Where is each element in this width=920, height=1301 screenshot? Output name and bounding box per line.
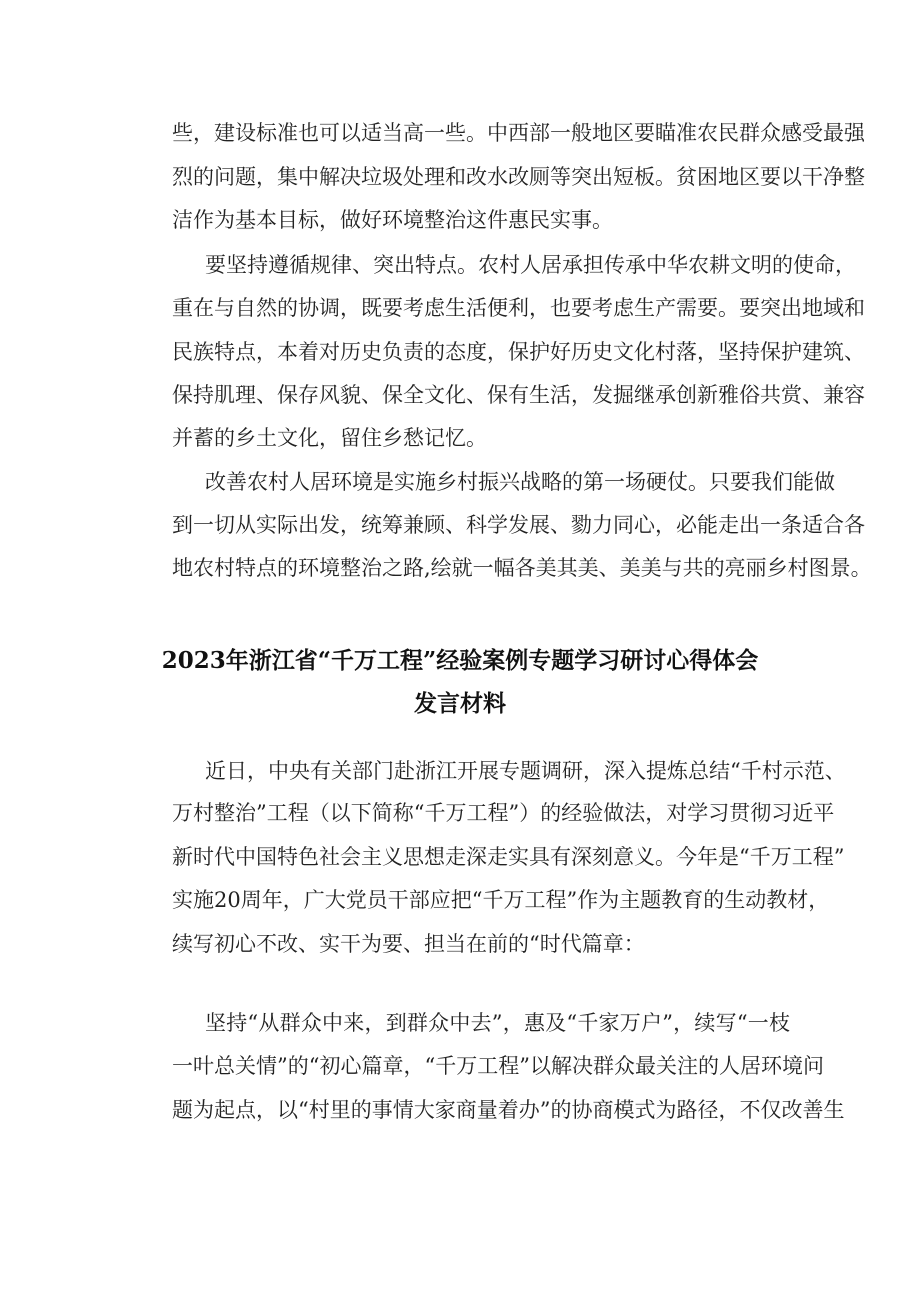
text-line: 洁作为基本目标，做好环境整治这件惠民实事。 — [172, 208, 613, 232]
text-line: 改善农村人居环境是实施乡村振兴战略的第一场硬仗。只要我们能做 — [205, 470, 835, 494]
text-line: 新时代中国特色社会主义思想走深走实具有深刻意义。今年是“千万工程” — [172, 845, 845, 869]
document-title-line-2: 发言材料 — [414, 690, 506, 717]
text-line: 民族特点，本着对历史负责的态度，保护好历史文化村落，坚持保护建筑、 — [172, 340, 865, 364]
text-line: 万村整治”工程（以下简称“千万工程”）的经验做法，对学习贯彻习近平 — [172, 801, 835, 825]
text-line: 一叶总关情”的“初心篇章，“千万工程”以解决群众最关注的人居环境问 — [172, 1054, 824, 1078]
text-line: 要坚持遵循规律、突出特点。农村人居承担传承中华农耕文明的使命， — [205, 253, 856, 277]
text-line: 并蓄的乡土文化，留住乡愁记忆。 — [172, 426, 487, 450]
text-line: 到一切从实际出发，统筹兼顾、科学发展、勠力同心，必能走出一条适合各 — [172, 513, 865, 537]
text-line: 实施20周年，广大党员干部应把“千万工程”作为主题教育的生动教材， — [172, 888, 830, 912]
text-line: 保持肌理、保存风貌、保全文化、保有生活，发掘继承创新雅俗共赏、兼容 — [172, 383, 865, 407]
text-line: 题为起点，以“村里的事情大家商量着办”的协商模式为路径，不仅改善生 — [172, 1098, 845, 1122]
text-line: 重在与自然的协调，既要考虑生活便利，也要考虑生产需要。要突出地域和 — [172, 296, 865, 320]
text-line: 些，建设标准也可以适当高一些。中西部一般地区要瞄准农民群众感受最强 — [172, 121, 865, 145]
document-title-line-1: 2023年浙江省“千万工程”经验案例专题学习研讨心得体会 — [161, 647, 759, 674]
text-line: 地农村特点的环境整治之路,绘就一幅各美其美、美美与共的亮丽乡村图景。 — [172, 556, 872, 580]
text-line: 近日，中央有关部门赴浙江开展专题调研，深入提炼总结“千村示范、 — [205, 759, 846, 783]
text-line: 烈的问题，集中解决垃圾处理和改水改厕等突出短板。贫困地区要以干净整 — [172, 165, 865, 189]
text-line: 续写初心不改、实干为要、担当在前的“时代篇章： — [172, 932, 645, 956]
text-line: 坚持“从群众中来，到群众中去”，惠及“千家万户”，续写“一枝 — [205, 1011, 790, 1035]
